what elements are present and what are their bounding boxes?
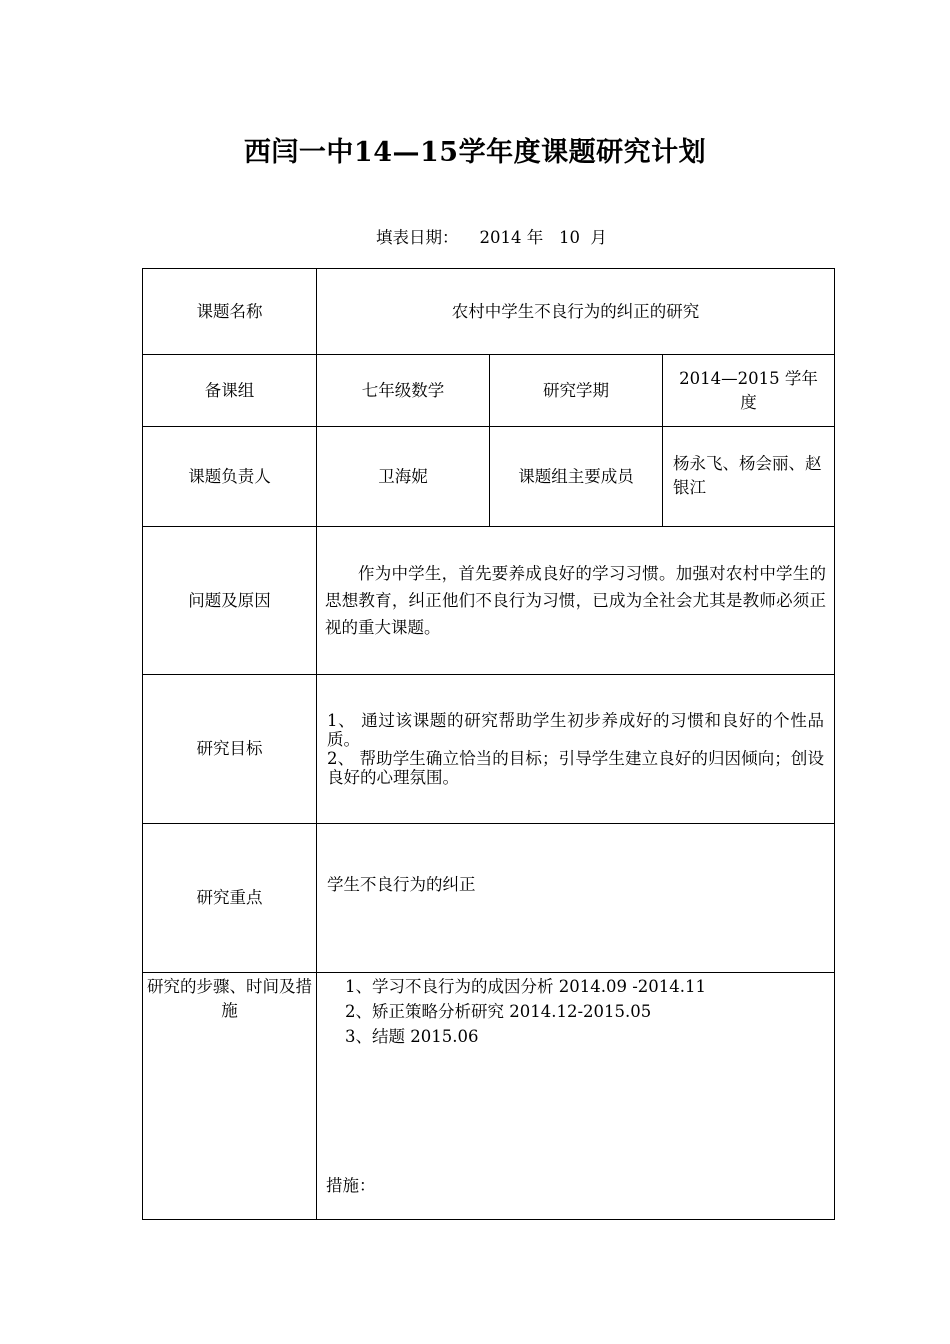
- fill-date: 填表日期： 2014 年 10 月: [376, 228, 607, 247]
- members-label: 课题组主要成员: [489, 426, 663, 527]
- measures-label: 措施：: [326, 1176, 376, 1195]
- problem-label: 问题及原因: [142, 526, 317, 675]
- steps-label: 研究的步骤、时间及措施: [142, 972, 317, 1220]
- goals-cell: [316, 674, 835, 824]
- goal-item: 1、 通过该课题的研究帮助学生初步养成好的习惯和良好的个性品质。: [327, 711, 824, 749]
- step-item: 3、结题 2015.06: [345, 1027, 479, 1046]
- steps-cell: [316, 972, 835, 1220]
- topic-value: 农村中学生不良行为的纠正的研究: [316, 268, 835, 355]
- problem-text: 作为中学生，首先要养成良好的学习习惯。加强对农村中学生的思想教育，纠正他们不良行为习惯，已成为全社会尤其是教师必须正视的重大课题。: [325, 564, 826, 637]
- leader-label: 课题负责人: [142, 426, 317, 527]
- problem-cell: [316, 526, 835, 675]
- leader-value: 卫海妮: [316, 426, 490, 527]
- step-item: 2、矫正策略分析研究 2014.12-2015.05: [345, 1002, 652, 1021]
- group-value: 七年级数学: [316, 354, 490, 427]
- members-value: 杨永飞、杨会丽、赵银江: [662, 426, 835, 527]
- page-title: 西闫一中14—15学年度课题研究计划: [243, 137, 707, 168]
- goal-item: 2、 帮助学生确立恰当的目标；引导学生建立良好的归因倾向；创设良好的心理氛围。: [327, 749, 824, 787]
- focus-label: 研究重点: [142, 823, 317, 973]
- step-item: 1、学习不良行为的成因分析 2014.09 -2014.11: [345, 977, 707, 996]
- group-label: 备课组: [142, 354, 317, 427]
- goals-label: 研究目标: [142, 674, 317, 824]
- term-value: 2014—2015 学年度: [662, 354, 835, 427]
- term-label: 研究学期: [489, 354, 663, 427]
- topic-label: 课题名称: [142, 268, 317, 355]
- focus-value: 学生不良行为的纠正: [316, 823, 835, 973]
